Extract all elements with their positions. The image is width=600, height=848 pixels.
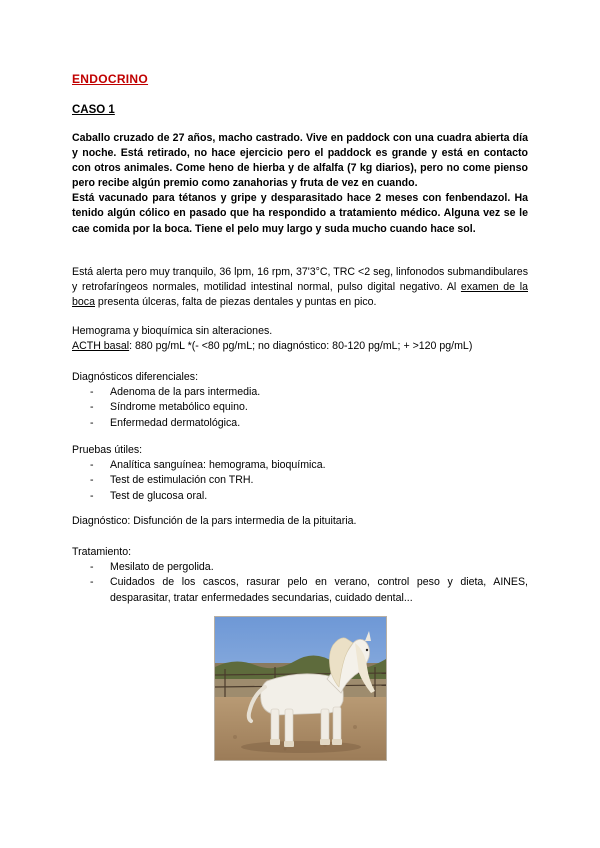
list-item: - Analítica sanguínea: hemograma, bioquímica. — [72, 458, 528, 473]
acth-value: : 880 pg/mL *(- <80 pg/mL; no diagnóstico: 80-120 pg/mL; + >120 pg/mL) — [129, 340, 473, 353]
list-item: - Cuidados de los cascos, rasurar pelo en verano, control peso y dieta, AINES, desparasitar, tratar enfermedades secundarias, cuidado dental... — [72, 575, 528, 605]
exam-text-after: presenta úlceras, falta de piezas dentales y puntas en pico. — [94, 296, 377, 309]
list-item: - Test de estimulación con TRH. — [72, 473, 528, 488]
tests-label: Pruebas útiles: — [72, 444, 143, 456]
history-paragraph-1: Caballo cruzado de 27 años, macho castrado. Vive en paddock con una cuadra abierta día y noche. Está retirado, no hace ejercicio pero el paddock es grande y está en contacto con otros animales. Come heno de hierba y de alfalfa (7 kg diarios), pero no come pienso pero recibe algún premio como zanahorias y fruta de vez en cuando. — [72, 132, 528, 190]
treatment-section — [72, 545, 528, 606]
list-item: - Mesilato de pergolida. — [72, 560, 528, 575]
case-history — [72, 131, 528, 237]
lab-line-1: Hemograma y bioquímica sin alteraciones. — [72, 325, 273, 337]
differentials-list — [72, 385, 528, 431]
acth-label: ACTH basal — [72, 340, 130, 353]
lab-results — [72, 324, 472, 354]
exam-text-before: Está alerta pero muy tranquilo, 36 lpm, 16 rpm, 37'3°C, TRC <2 seg, linfonodos submandibulares y retrofaríngeos normales, motilidad intestinal normal, pulso digital negativo. Al — [72, 266, 528, 294]
differentials-section — [72, 370, 528, 431]
exam-underlined-text: examen de la boca — [72, 281, 528, 309]
tests-section — [72, 443, 528, 504]
treatment-label: Tratamiento: — [72, 546, 132, 558]
list-item: - Adenoma de la pars intermedia. — [72, 385, 528, 400]
acth-line — [72, 339, 472, 354]
case-title: CASO 1 — [72, 104, 115, 116]
diagnosis-text: Diagnóstico: Disfunción de la pars intermedia de la pituitaria. — [72, 515, 357, 527]
list-item: - Enfermedad dermatológica. — [72, 416, 528, 431]
physical-exam — [72, 265, 528, 311]
horse-photo — [214, 616, 387, 761]
list-item: - Síndrome metabólico equino. — [72, 400, 528, 415]
section-title: ENDOCRINO — [72, 72, 149, 86]
differentials-label: Diagnósticos diferenciales: — [72, 371, 199, 383]
tests-list — [72, 458, 528, 504]
history-paragraph-2: Está vacunado para tétanos y gripe y desparasitado hace 2 meses con fenbendazol. Ha tenido algún cólico en pasado que ha respondido a tratamiento médico. Alguna vez se le cae comida por la boca. Tiene el pelo muy largo y suda mucho cuando hace sol. — [72, 192, 528, 235]
diagnosis-section — [72, 514, 528, 529]
treatment-list — [72, 560, 528, 606]
list-item: - Test de glucosa oral. — [72, 489, 528, 504]
